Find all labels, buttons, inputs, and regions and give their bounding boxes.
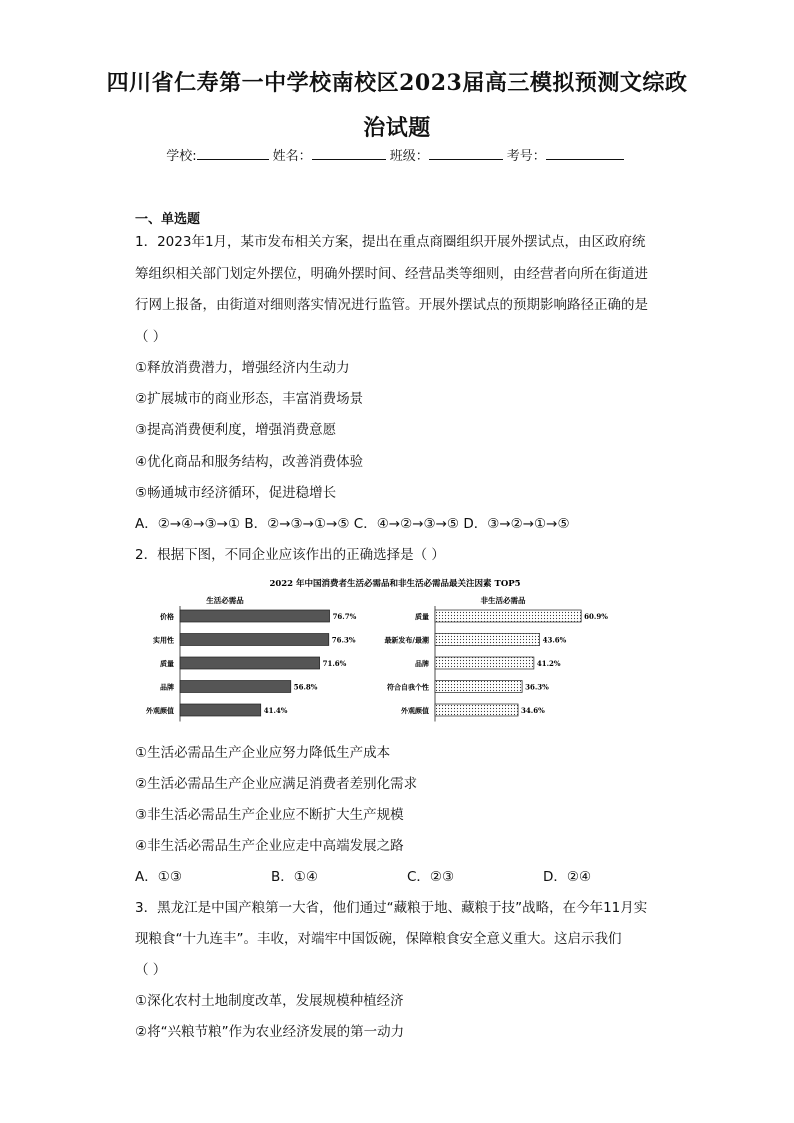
q1-item: ①释放消费潜力，增强经济内生动力: [135, 360, 350, 376]
q3-answer-paren: （ ）: [135, 962, 167, 978]
chart-value-label: 43.6%: [542, 635, 567, 645]
chart-value-label: 76.7%: [332, 612, 357, 621]
chart-bar: [435, 610, 581, 622]
chart-category-label: 质量: [160, 659, 174, 668]
chart-category-label: 符合自我个性: [387, 682, 429, 692]
exam-title-line1: 四川省仁寿第一中学校南校区2023届高三模拟预测文综政: [106, 70, 688, 96]
student-info-row: [0, 145, 794, 164]
class-label: 班级：: [389, 149, 429, 164]
chart-value-label: 60.9%: [584, 612, 608, 621]
section-heading: 一、单选题: [135, 212, 201, 227]
chart-svg: [135, 572, 655, 732]
chart-category-label: 最新发布/最潮: [384, 635, 429, 645]
q1-item: ④优化商品和服务结构，改善消费体验: [135, 454, 364, 470]
chart-bar: [180, 634, 329, 646]
chart-value-label: 34.6%: [521, 706, 545, 715]
chart-value-label: 76.3%: [331, 635, 356, 645]
q2-option-c[interactable]: C．②③: [407, 869, 455, 885]
q1-answer-paren: （ ）: [135, 329, 167, 345]
chart-value-label: 41.4%: [263, 706, 288, 715]
q2-item: ②生活必需品生产企业应满足消费者差别化需求: [135, 776, 418, 792]
name-blank[interactable]: [312, 147, 386, 160]
chart-bar: [180, 610, 330, 622]
q2-options: [135, 868, 591, 886]
name-label: 姓名：: [272, 149, 312, 164]
q3-item: ②将“兴粮节粮”作为农业经济发展的第一动力: [135, 1024, 405, 1040]
chart-value-label: 36.3%: [525, 682, 549, 692]
q1-stem-line3: 行网上报备，由街道对细则落实情况进行监管。开展外摆试点的预期影响路径正确的是: [135, 297, 648, 313]
q1-stem-line2: 筹组织相关部门划定外摆位，明确外摆时间、经营品类等细则，由经营者向所在街道进: [135, 266, 648, 282]
exam-number-blank[interactable]: [546, 147, 624, 160]
q2-item: ③非生活必需品生产企业应不断扩大生产规模: [135, 807, 404, 823]
q2-item: ①生活必需品生产企业应努力降低生产成本: [135, 745, 391, 761]
q3-item: ①深化农村土地制度改革，发展规模种植经济: [135, 993, 404, 1009]
panel-title-non-necessities: 非生活必需品: [480, 596, 526, 605]
q2-item: ④非生活必需品生产企业应走中高端发展之路: [135, 838, 404, 854]
exam-number-label: 考号：: [506, 149, 546, 164]
q2-stem: 2．根据下图，不同企业应该作出的正确选择是（ ）: [135, 547, 445, 563]
exam-title-line2: 治试题: [363, 115, 431, 141]
chart-category-label: 价格: [160, 612, 174, 621]
chart-category-label: 外观颜值: [146, 706, 174, 715]
chart-value-label: 41.2%: [536, 659, 561, 668]
q2-option-b[interactable]: B．①④: [271, 869, 318, 885]
q2-option-d[interactable]: D．②④: [543, 869, 592, 885]
panel-title-necessities: 生活必需品: [206, 596, 244, 605]
chart-bar: [435, 634, 540, 646]
chart-value-label: 71.6%: [322, 659, 347, 668]
chart-bar: [180, 681, 291, 693]
consumer-factor-chart: [135, 572, 655, 732]
chart-bar: [435, 657, 534, 669]
q1-item: ②扩展城市的商业形态，丰富消费场景: [135, 391, 364, 407]
q3-stem-line2: 现粮食“十九连丰”。丰收，对端牢中国饭碗，保障粮食安全意义重大。这启示我们: [135, 931, 622, 947]
chart-category-label: 实用性: [153, 635, 174, 645]
chart-title: 2022 年中国消费者生活必需品和非生活必需品最关注因素 TOP5: [269, 579, 521, 589]
chart-bar: [435, 681, 522, 693]
school-field: [166, 145, 272, 164]
school-label: 学校:: [166, 149, 197, 164]
chart-bar: [180, 657, 320, 669]
chart-category-label: 品牌: [160, 682, 174, 692]
chart-bar: [180, 704, 261, 716]
q1-item: ⑤畅通城市经济循环，促进稳增长: [135, 485, 337, 501]
class-blank[interactable]: [429, 147, 503, 160]
q2-option-a[interactable]: A．①③: [135, 869, 182, 885]
class-field: [390, 145, 507, 164]
chart-value-label: 56.8%: [293, 682, 318, 692]
exam-number-field: [507, 145, 628, 164]
q1-stem-line1: 1．2023年1月，某市发布相关方案，提出在重点商圈组织开展外摆试点，由区政府统: [135, 234, 646, 250]
name-field: [273, 145, 390, 164]
chart-category-label: 品牌: [415, 659, 429, 668]
q3-stem-line1: 3．黑龙江是中国产粮第一大省，他们通过“藏粮于地、藏粮于技”战略，在今年11月实: [135, 900, 648, 916]
chart-category-label: 外观颜值: [401, 706, 429, 715]
chart-category-label: 质量: [415, 612, 429, 621]
q1-options: A．②→④→③→① B．②→③→①→⑤ C．④→②→③→⑤ D．③→②→①→⑤: [135, 516, 570, 532]
q1-item: ③提高消费便利度，增强消费意愿: [135, 422, 337, 438]
chart-bar: [435, 704, 518, 716]
school-blank[interactable]: [197, 147, 269, 160]
